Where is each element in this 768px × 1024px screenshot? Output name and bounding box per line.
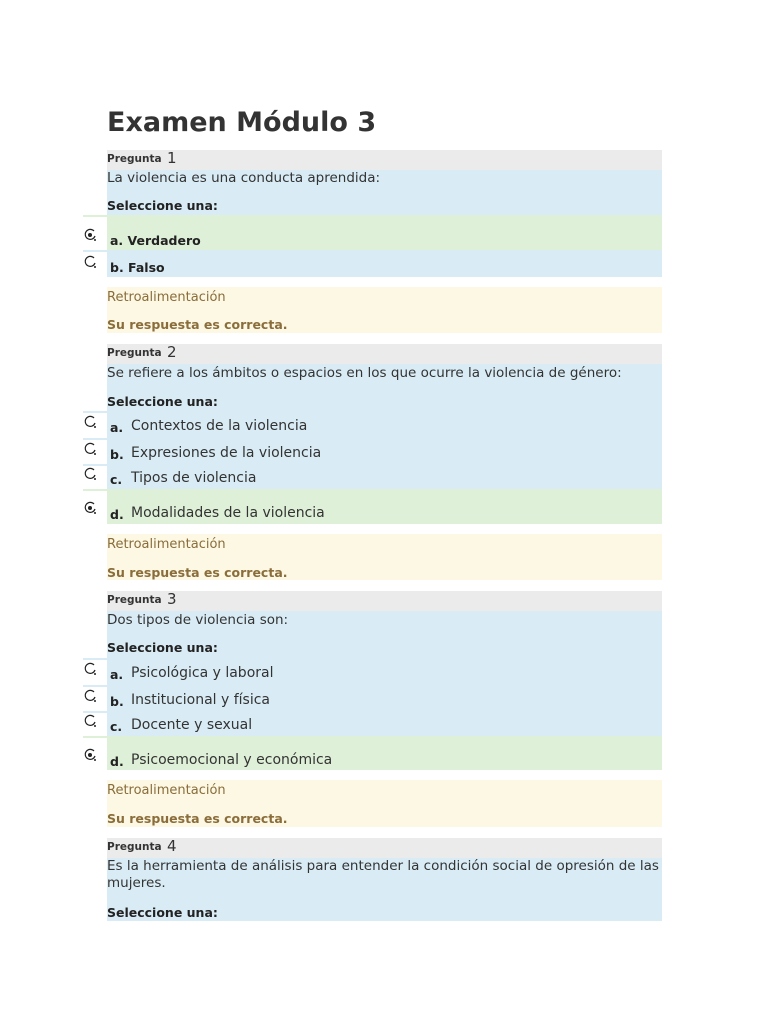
answer-option[interactable] [83,685,662,711]
option-letter: c. [110,719,123,734]
question-header [107,150,662,170]
select-one-label: Seleccione una: [107,394,218,409]
answer-option[interactable] [83,464,662,489]
option-text: Expresiones de la violencia [131,445,322,461]
radio-selected-icon[interactable] [83,748,97,762]
question-body [107,364,662,411]
radio-unselected-icon[interactable] [83,662,97,676]
feedback-text: Su respuesta es correcta. [107,565,288,580]
question-body [107,611,662,658]
feedback-title: Retroalimentación [107,537,226,552]
question-text: Dos tipos de violencia son: [107,612,289,628]
option-letter: c. [110,472,123,487]
answer-option[interactable] [83,711,662,736]
radio-unselected-icon[interactable] [83,442,97,456]
option-letter: d. [110,754,124,769]
radio-unselected-icon[interactable] [83,714,97,728]
feedback-title: Retroalimentación [107,290,226,305]
option-letter: d. [110,507,124,522]
option-label: b. Falso [110,260,165,275]
question-label: Pregunta [107,841,162,853]
option-text: Docente y sexual [131,717,253,733]
question-header [107,591,662,611]
option-text: Modalidades de la violencia [131,505,325,521]
feedback-box [107,287,662,333]
select-one-label: Seleccione una: [107,198,218,213]
question-number: 3 [167,590,177,608]
question-label: Pregunta [107,347,162,359]
option-text: Psicológica y laboral [131,665,274,681]
option-letter: b. [110,447,124,462]
question-text: La violencia es una conducta aprendida: [107,170,381,186]
option-letter: a. [110,667,124,682]
feedback-box [107,534,662,580]
feedback-text: Su respuesta es correcta. [107,317,288,332]
question-number: 4 [167,837,177,855]
answer-option[interactable] [83,489,662,524]
select-one-label: Seleccione una: [107,640,218,655]
radio-selected-icon[interactable] [83,228,97,242]
question-body [107,858,662,921]
option-text: Institucional y física [131,692,270,708]
radio-selected-icon[interactable] [83,501,97,515]
feedback-box [107,780,662,827]
question-number: 1 [167,149,177,167]
option-letter: b. [110,694,124,709]
feedback-text: Su respuesta es correcta. [107,811,288,826]
answer-option[interactable] [83,411,662,438]
answer-option[interactable] [83,658,662,685]
question-body [107,170,662,215]
option-text: Psicoemocional y económica [131,752,333,768]
question-label: Pregunta [107,594,162,606]
question-text: Es la herramienta de análisis para entender la condición social de opresión de las mujeres. [107,858,659,891]
radio-unselected-icon[interactable] [83,467,97,481]
select-one-label: Seleccione una: [107,905,218,920]
feedback-title: Retroalimentación [107,783,226,798]
option-letter: a. [110,420,124,435]
option-label: a. Verdadero [110,233,201,248]
option-text: Contextos de la violencia [131,418,308,434]
page-title: Examen Módulo 3 [107,107,377,138]
question-header [107,838,662,858]
radio-unselected-icon[interactable] [83,255,97,269]
answer-option[interactable] [83,215,662,250]
question-text: Se refiere a los ámbitos o espacios en los que ocurre la violencia de género: [107,365,622,381]
answer-option[interactable] [83,438,662,464]
option-text: Tipos de violencia [131,470,257,486]
question-header [107,344,662,364]
answer-option[interactable] [83,250,662,277]
answer-option[interactable] [83,736,662,770]
question-number: 2 [167,343,177,361]
radio-unselected-icon[interactable] [83,689,97,703]
question-label: Pregunta [107,153,162,165]
radio-unselected-icon[interactable] [83,415,97,429]
